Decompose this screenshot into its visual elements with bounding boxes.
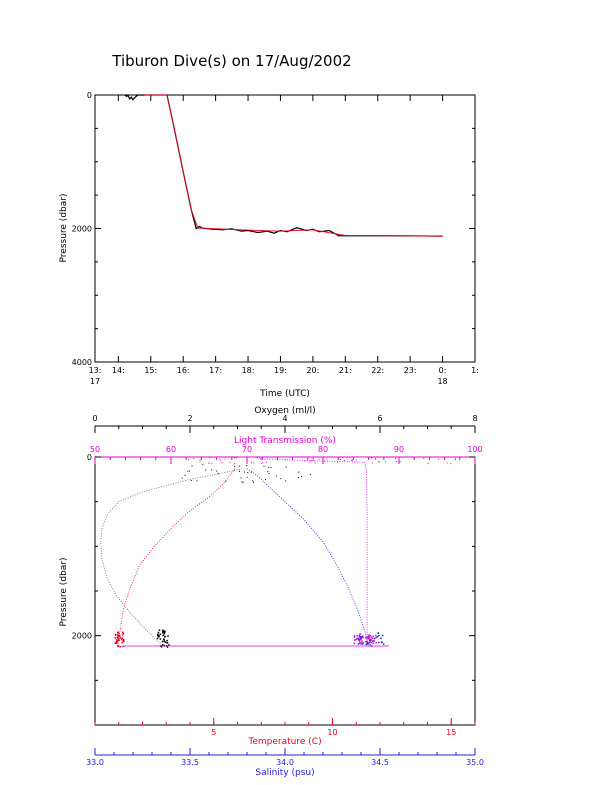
transmission-scatter-point	[309, 460, 310, 461]
oxygen-bottom-point	[163, 638, 165, 640]
profile-chart	[59, 406, 484, 778]
transmission-scatter-point	[351, 460, 352, 461]
transmission-bottom-point	[354, 639, 356, 641]
transmission-bottom-point	[359, 636, 361, 638]
transmission-scatter-point	[423, 458, 424, 459]
oxygen-scatter-point	[251, 472, 252, 473]
x-tick-label: 0:	[438, 366, 447, 375]
salinity-bottom-point	[378, 635, 380, 637]
transmission-scatter-point	[375, 459, 376, 460]
salinity-bottom-point	[378, 642, 380, 644]
transmission-scatter-point	[371, 457, 372, 458]
oxygen-scatter-point	[298, 472, 299, 473]
y-tick-label: 0	[86, 91, 92, 100]
transmission-bottom-point	[361, 642, 363, 644]
transmission-bottom-point	[356, 635, 358, 637]
transmission-bottom-point	[356, 639, 358, 641]
oxygen-bottom-point	[157, 634, 159, 636]
oxygen-tick-label: 8	[472, 414, 478, 423]
transmission-scatter-point	[372, 462, 373, 463]
transmission-scatter-point	[447, 462, 448, 463]
transmission-bottom-point	[369, 637, 371, 639]
oxygen-bottom-point	[166, 640, 168, 642]
oxygen-scatter-point	[271, 467, 272, 468]
transmission-scatter-point	[337, 462, 338, 463]
transmission-bottom-point	[367, 636, 369, 638]
oxygen-bottom-point	[167, 635, 169, 637]
y-tick-label: 4000	[71, 358, 92, 367]
transmission-bottom-point	[362, 637, 364, 639]
temperature-tick-label: 5	[211, 728, 217, 737]
oxygen-bottom-point	[164, 636, 166, 638]
transmission-scatter-point	[262, 462, 263, 463]
oxygen-scatter-point	[269, 473, 270, 474]
oxygen-scatter-point	[187, 471, 188, 472]
transmission-scatter-point	[224, 458, 225, 459]
x-tick-label: 13:	[88, 366, 102, 375]
temperature-bottom-point	[120, 637, 122, 639]
transmission-bottom-point	[375, 642, 377, 644]
transmission-scatter-point	[234, 457, 235, 458]
transmission-tick-label: 60	[165, 445, 177, 454]
temperature-bottom-point	[123, 640, 125, 642]
dive-series-red	[144, 95, 442, 236]
profile-y-tick-label: 2000	[71, 631, 92, 641]
salinity-bottom-point	[378, 632, 380, 634]
salinity-bottom-point	[383, 643, 385, 645]
transmission-bottom-point	[369, 635, 371, 637]
transmission-scatter-point	[200, 460, 201, 461]
salinity-bottom-point	[382, 635, 384, 637]
transmission-scatter-point	[428, 463, 429, 464]
transmission-scatter-point	[304, 460, 305, 461]
oxygen-tick-label: 2	[187, 414, 193, 423]
salinity-bottom-point	[381, 642, 383, 644]
salinity-bottom-point	[376, 636, 378, 638]
oxygen-scatter-point	[247, 472, 248, 473]
transmission-scatter-point	[261, 463, 262, 464]
transmission-scatter-point	[400, 461, 401, 462]
oxygen-tick-label: 4	[282, 414, 288, 423]
oxygen-scatter-point	[263, 466, 264, 467]
oxygen-scatter-point	[246, 465, 247, 466]
salinity-tick-label: 33.0	[86, 758, 104, 767]
oxygen-scatter-point	[285, 480, 286, 481]
salinity-tick-label: 34.5	[371, 758, 389, 767]
transmission-scatter-point	[344, 460, 345, 461]
x-tick-label: 17	[89, 377, 101, 386]
oxygen-bottom-point	[158, 635, 160, 637]
oxygen-scatter-point	[298, 477, 299, 478]
temperature-bottom-point	[117, 634, 119, 636]
transmission-tick-label: 70	[241, 445, 253, 454]
oxygen-bottom-point	[165, 641, 167, 643]
x-tick-label: 22:	[371, 366, 385, 375]
temperature-bottom-point	[118, 646, 120, 648]
temperature-bottom-point	[117, 640, 119, 642]
transmission-bottom-point	[371, 636, 373, 638]
transmission-scatter-point	[385, 461, 386, 462]
page-title: Tiburon Dive(s) on 17/Aug/2002	[112, 52, 352, 70]
transmission-scatter-point	[396, 461, 397, 462]
transmission-bottom-point	[366, 641, 368, 643]
temperature-profile-line	[119, 469, 235, 647]
transmission-scatter-point	[324, 461, 325, 462]
transmission-scatter-point	[221, 462, 222, 463]
transmission-scatter-point	[234, 463, 235, 464]
transmission-scatter-point	[209, 457, 210, 458]
transmission-tick-label: 80	[317, 445, 329, 454]
transmission-scatter-point	[220, 460, 221, 461]
transmission-bottom-point	[370, 642, 372, 644]
oxygen-bottom-point	[160, 638, 162, 640]
salinity-bottom-point	[380, 637, 382, 639]
transmission-scatter-point	[326, 458, 327, 459]
transmission-profile-line	[255, 457, 368, 646]
oxygen-bottom-point	[162, 635, 164, 637]
transmission-scatter-point	[342, 457, 343, 458]
oxygen-bottom-point	[167, 642, 169, 644]
oxygen-scatter-point	[239, 465, 240, 466]
oxygen-scatter-point	[267, 471, 268, 472]
profile-y-axis-label: Pressure (dbar)	[59, 557, 69, 627]
transmission-bottom-point	[373, 636, 375, 638]
transmission-scatter-point	[266, 462, 267, 463]
oxygen-scatter-point	[239, 471, 240, 472]
transmission-scatter-point	[379, 462, 380, 463]
dive-plot-frame	[95, 95, 475, 362]
oxygen-scatter-point	[252, 480, 253, 481]
transmission-scatter-point	[229, 462, 230, 463]
transmission-bottom-point	[353, 643, 355, 645]
transmission-scatter-point	[313, 458, 314, 459]
profile-plot-frame	[95, 457, 475, 725]
temperature-bottom-point	[114, 637, 116, 639]
x-tick-label: 23:	[403, 366, 417, 375]
x-tick-label: 16:	[176, 366, 190, 375]
salinity-tick-label: 33.5	[181, 758, 199, 767]
x-tick-label: 20:	[306, 366, 320, 375]
dive-series-black	[125, 95, 443, 236]
transmission-scatter-point	[438, 459, 439, 460]
temperature-bottom-point	[117, 636, 119, 638]
oxygen-scatter-point	[189, 471, 190, 472]
temperature-bottom-point	[115, 642, 117, 644]
x-tick-label: 18:	[241, 366, 255, 375]
temperature-bottom-point	[119, 635, 121, 637]
transmission-scatter-point	[260, 458, 261, 459]
transmission-bottom-point	[361, 640, 363, 642]
transmission-scatter-point	[378, 461, 379, 462]
oxygen-scatter-point	[211, 469, 212, 470]
temperature-axis-label: Temperature (C)	[248, 737, 322, 747]
oxygen-scatter-point	[202, 464, 203, 465]
oxygen-scatter-point	[244, 472, 245, 473]
oxygen-scatter-point	[241, 477, 242, 478]
transmission-scatter-point	[219, 459, 220, 460]
x-tick-label: 18	[437, 377, 448, 386]
oxygen-bottom-point	[162, 629, 164, 631]
oxygen-scatter-point	[191, 480, 192, 481]
transmission-scatter-point	[450, 463, 451, 464]
transmission-bottom-point	[369, 640, 371, 642]
transmission-bottom-point	[375, 637, 377, 639]
oxygen-axis-label: Oxygen (ml/l)	[254, 406, 316, 416]
transmission-bottom-point	[356, 637, 358, 639]
salinity-bottom-point	[374, 638, 376, 640]
oxygen-scatter-point	[196, 480, 197, 481]
x-tick-label: 15:	[144, 366, 158, 375]
transmission-scatter-point	[314, 462, 315, 463]
oxygen-scatter-point	[243, 482, 244, 483]
oxygen-scatter-point	[280, 478, 281, 479]
transmission-tick-label: 90	[393, 445, 405, 454]
oxygen-scatter-point	[218, 473, 219, 474]
oxygen-scatter-point	[253, 482, 254, 483]
transmission-bottom-point	[362, 636, 364, 638]
oxygen-tick-label: 6	[377, 414, 383, 423]
oxygen-bottom-point	[159, 629, 161, 631]
temperature-bottom-point	[120, 646, 122, 648]
y-tick-label: 2000	[71, 224, 92, 234]
oxygen-scatter-point	[234, 466, 235, 467]
oxygen-scatter-point	[241, 481, 242, 482]
transmission-scatter-point	[253, 463, 254, 464]
x-tick-label: 21:	[338, 366, 352, 375]
temperature-bottom-point	[122, 632, 124, 634]
oxygen-scatter-point	[192, 465, 193, 466]
oxygen-scatter-point	[268, 467, 269, 468]
oxygen-bottom-point	[162, 641, 164, 643]
dive-y-axis-label: Pressure (dbar)	[59, 193, 69, 263]
oxygen-scatter-point	[247, 477, 248, 478]
oxygen-bottom-point	[164, 632, 166, 634]
transmission-bottom-point	[359, 639, 361, 641]
oxygen-scatter-point	[265, 479, 266, 480]
salinity-profile-line	[247, 469, 369, 647]
x-tick-label: 1:	[471, 366, 479, 375]
x-tick-label: 17:	[209, 366, 223, 375]
transmission-bottom-point	[361, 637, 363, 639]
transmission-axis-label: Light Transmission (%)	[234, 436, 336, 446]
oxygen-scatter-point	[310, 474, 311, 475]
oxygen-scatter-point	[182, 478, 183, 479]
oxygen-scatter-point	[276, 476, 277, 477]
oxygen-scatter-point	[286, 467, 287, 468]
transmission-scatter-point	[395, 458, 396, 459]
transmission-tick-label: 100	[467, 445, 483, 454]
oxygen-bottom-point	[160, 634, 162, 636]
salinity-bottom-point	[367, 643, 369, 645]
transmission-bottom-point	[375, 635, 377, 637]
transmission-scatter-point	[311, 460, 312, 461]
transmission-scatter-point	[277, 459, 278, 460]
transmission-bottom-point	[354, 635, 356, 637]
salinity-axis-label: Salinity (psu)	[255, 768, 315, 778]
transmission-scatter-point	[313, 460, 314, 461]
temperature-tick-label: 10	[327, 728, 338, 737]
x-tick-label: 19:	[274, 366, 287, 375]
dive-time-chart	[59, 91, 479, 399]
transmission-tick-label: 50	[89, 445, 101, 454]
transmission-scatter-point	[455, 459, 456, 460]
transmission-bottom-point	[374, 640, 376, 642]
temperature-bottom-point	[122, 642, 124, 644]
temperature-bottom-point	[118, 640, 120, 642]
oxygen-bottom-point	[157, 638, 159, 640]
transmission-scatter-point	[211, 463, 212, 464]
oxygen-scatter-point	[301, 476, 302, 477]
salinity-tick-label: 35.0	[466, 758, 484, 767]
transmission-scatter-point	[209, 463, 210, 464]
oxygen-scatter-point	[216, 471, 217, 472]
temperature-tick-label: 15	[446, 728, 457, 737]
transmission-scatter-point	[340, 459, 341, 460]
transmission-scatter-point	[356, 460, 357, 461]
transmission-scatter-point	[312, 458, 313, 459]
oxygen-bottom-point	[158, 632, 160, 634]
oxygen-scatter-point	[205, 470, 206, 471]
temperature-bottom-point	[115, 634, 117, 636]
transmission-scatter-point	[319, 458, 320, 459]
x-tick-label: 14:	[111, 366, 125, 375]
oxygen-tick-label: 0	[92, 414, 98, 423]
transmission-scatter-point	[188, 459, 189, 460]
transmission-bottom-point	[354, 636, 356, 638]
transmission-scatter-point	[247, 459, 248, 460]
salinity-bottom-point	[369, 642, 371, 644]
salinity-tick-label: 34.0	[276, 758, 294, 767]
profile-y-tick-label: 0	[86, 453, 92, 462]
transmission-scatter-point	[285, 459, 286, 460]
transmission-scatter-point	[236, 457, 237, 458]
dive-x-axis-label: Time (UTC)	[260, 389, 310, 399]
transmission-bottom-point	[372, 643, 374, 645]
oxygen-scatter-point	[184, 475, 185, 476]
transmission-scatter-point	[310, 462, 311, 463]
salinity-bottom-point	[359, 633, 361, 635]
transmission-bottom-point	[366, 637, 368, 639]
temperature-bottom-point	[122, 637, 124, 639]
oxygen-scatter-point	[225, 481, 226, 482]
transmission-bottom-point	[372, 641, 374, 643]
temperature-bottom-point	[118, 632, 120, 634]
transmission-scatter-point	[193, 458, 194, 459]
oxygen-bottom-point	[164, 630, 166, 632]
transmission-scatter-point	[251, 462, 252, 463]
